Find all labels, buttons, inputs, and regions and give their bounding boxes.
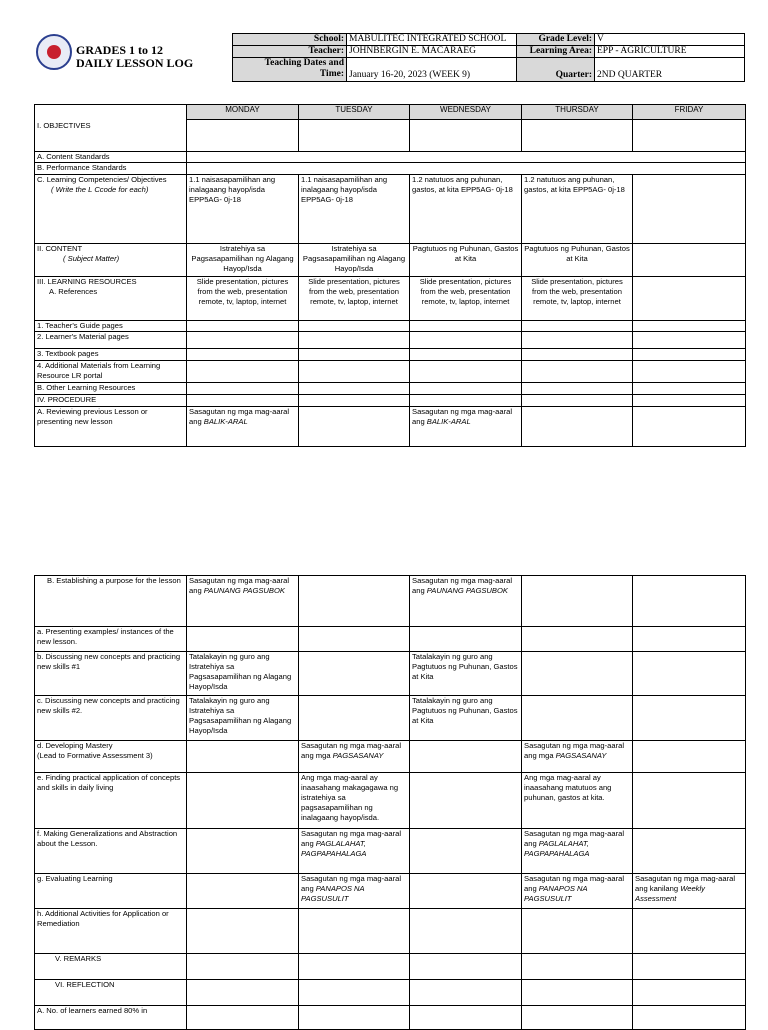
- other-resources-label: B. Other Learning Resources: [35, 383, 187, 395]
- procedure-label: IV. PROCEDURE: [35, 395, 187, 407]
- generalization-thursday-text: Sasagutan ng mga mag-aaral ang: [524, 829, 625, 848]
- examples-label: a. Presenting examples/ instances of the new lesson.: [35, 627, 187, 652]
- generalization-tuesday: [299, 829, 410, 874]
- evaluating-tuesday-emph: PANAPOS NA PAGSUSULIT: [301, 884, 365, 903]
- competency-wednesday: 1.2 natutuos ang puhunan, gastos, at kita EPP5AG- 0j-18: [410, 175, 522, 244]
- content-monday: Istratehiya sa Pagsasapamilihan ng Alagang Hayop/Isda: [187, 244, 299, 277]
- resources-thursday: Slide presentation, pictures from the web, presentation remote, tv, laptop, internet: [522, 277, 633, 321]
- generalization-tuesday-text: Sasagutan ng mga mag-aaral ang: [301, 829, 402, 848]
- content-tuesday: Istratehiya sa Pagsasapamilihan ng Alagang Hayop/Isda: [299, 244, 410, 277]
- practical-label: e. Finding practical application of concepts and skills in daily living: [35, 773, 187, 829]
- header-table: [232, 33, 745, 82]
- mastery-note: (Lead to Formative Assessment 3): [37, 751, 153, 760]
- discussing1-wednesday: Tatalakayin ng guro ang Pagtutuos ng Puhunan, Gastos at Kita: [410, 652, 522, 696]
- additional-materials-label: 4. Additional Materials from Learning Resource LR portal: [35, 361, 187, 383]
- dates-label: [233, 58, 347, 82]
- purpose-monday-emph: PAUNANG PAGSUBOK: [203, 586, 285, 595]
- competency-thursday: 1.2 natutuos ang puhunan, gastos, at kita EPP5AG- 0j-18: [522, 175, 633, 244]
- purpose-wednesday: [410, 576, 522, 627]
- purpose-wednesday-emph: PAUNANG PAGSUBOK: [426, 586, 508, 595]
- teachers-guide-label: 1. Teacher's Guide pages: [35, 321, 187, 332]
- day-monday: MONDAY: [187, 105, 299, 120]
- title-line2: DAILY LESSON LOG: [76, 56, 194, 70]
- references-text: A. References: [49, 287, 98, 296]
- resources-label: [35, 277, 187, 321]
- school-value: MABULITEC INTEGRATED SCHOOL: [347, 34, 517, 46]
- remarks-label: V. REMARKS: [35, 954, 187, 980]
- evaluating-thursday-text: Sasagutan ng mga mag-aaral ang: [524, 874, 625, 893]
- content-label: [35, 244, 187, 277]
- content-note: ( Subject Matter): [63, 254, 120, 263]
- teacher-label: Teacher:: [233, 46, 347, 58]
- competencies-label: [35, 175, 187, 244]
- purpose-wednesday-text: Sasagutan ng mga mag-aaral ang: [412, 576, 513, 595]
- content-standards-label: A. Content Standards: [35, 152, 187, 163]
- day-wednesday: WEDNESDAY: [410, 105, 522, 120]
- objectives-label: I. OBJECTIVES: [35, 105, 187, 152]
- reflection-label: VI. REFLECTION: [35, 980, 187, 1006]
- dates-label-line1: Teaching Dates and: [264, 58, 344, 68]
- dates-label-line2: Time:: [319, 69, 344, 79]
- mastery-tuesday: [299, 741, 410, 773]
- competency-tuesday: 1.1 naisasapamilihan ang inalagaang hayop/isda EPP5AG- 0j-18: [299, 175, 410, 244]
- lesson-log-table-page2: [34, 575, 746, 1030]
- discussing2-label: c. Discussing new concepts and practicing new skills #2.: [35, 696, 187, 741]
- learners-80-label: A. No. of learners earned 80% in: [35, 1006, 187, 1030]
- purpose-label: B. Establishing a purpose for the lesson: [35, 576, 187, 627]
- discussing2-wednesday: Tatalakayin ng guro ang Pagtutuos ng Puhunan, Gastos at Kita: [410, 696, 522, 741]
- purpose-monday-text: Sasagutan ng mga mag-aaral ang: [189, 576, 290, 595]
- discussing2-monday: Tatalakayin ng guro ang Istratehiya sa Pagsasapamilihan ng Alagang Hayop/Isda: [187, 696, 299, 741]
- discussing1-monday: Tatalakayin ng guro ang Istratehiya sa Pagsasapamilihan ng Alagang Hayop/Isda: [187, 652, 299, 696]
- evaluating-friday-text: Sasagutan ng mga mag-aaral ang kanilang: [635, 874, 736, 893]
- evaluating-friday: [633, 874, 746, 909]
- review-monday-text: Sasagutan ng mga mag-aaral ang: [189, 407, 290, 426]
- review-wednesday: [410, 407, 522, 447]
- content-text: II. CONTENT: [37, 244, 83, 253]
- practical-thursday: Ang mga mag-aaral ay inaasahang matutuos ang puhunan, gastos at kita.: [522, 773, 633, 829]
- content-wednesday: Pagtutuos ng Puhunan, Gastos at Kita: [410, 244, 522, 277]
- area-value: EPP - AGRICULTURE: [595, 46, 745, 58]
- teacher-value: JOHNBERGIN E. MACARAEG: [347, 46, 517, 58]
- content-thursday: Pagtutuos ng Puhunan, Gastos at Kita: [522, 244, 633, 277]
- quarter-value: 2ND QUARTER: [595, 58, 745, 82]
- practical-tuesday: Ang mga mag-aaral ay inaasahang makagagawa ng istratehiya sa pagsasapamilihan ng inalagaang hayop/isda.: [299, 773, 410, 829]
- generalization-thursday-emph: PAGLALAHAT, PAGPAPAHALAGA: [524, 839, 590, 858]
- grade-label: Grade Level:: [517, 34, 595, 46]
- evaluating-tuesday: [299, 874, 410, 909]
- generalization-tuesday-emph: PAGLALAHAT, PAGPAPAHALAGA: [301, 839, 367, 858]
- additional-activities-label: h. Additional Activities for Application or Remediation: [35, 909, 187, 954]
- dates-value: January 16-20, 2023 (WEEK 9): [347, 58, 517, 82]
- evaluating-friday-emph: Weekly Assessment: [635, 884, 705, 903]
- deped-logo: [36, 34, 72, 70]
- discussing1-label: b. Discussing new concepts and practicing new skills #1: [35, 652, 187, 696]
- generalization-thursday: [522, 829, 633, 874]
- resources-tuesday: Slide presentation, pictures from the web, presentation remote, tv, laptop, internet: [299, 277, 410, 321]
- mastery-thursday: [522, 741, 633, 773]
- school-label: School:: [233, 34, 347, 46]
- evaluating-label: g. Evaluating Learning: [35, 874, 187, 909]
- area-label: Learning Area:: [517, 46, 595, 58]
- performance-standards-label: B. Performance Standards: [35, 163, 187, 175]
- learners-material-label: 2. Learner's Material pages: [35, 332, 187, 349]
- resources-wednesday: Slide presentation, pictures from the web, presentation remote, tv, laptop, internet: [410, 277, 522, 321]
- mastery-thursday-emph: PAGSASANAY: [555, 751, 607, 760]
- mastery-tuesday-emph: PAGSASANAY: [332, 751, 384, 760]
- review-monday-emph: BALIK-ARAL: [203, 417, 248, 426]
- mastery-label: [35, 741, 187, 773]
- evaluating-thursday: [522, 874, 633, 909]
- competency-monday: 1.1 naisasapamilihan ang inalagaang hayop/isda EPP5AG- 0j-18: [187, 175, 299, 244]
- evaluating-tuesday-text: Sasagutan ng mga mag-aaral ang: [301, 874, 402, 893]
- day-friday: FRIDAY: [633, 105, 746, 120]
- mastery-thursday-text: Sasagutan ng mga mag-aaral ang mga: [524, 741, 625, 760]
- resources-monday: Slide presentation, pictures from the web, presentation remote, tv, laptop, internet: [187, 277, 299, 321]
- purpose-monday: [187, 576, 299, 627]
- quarter-label: Quarter:: [517, 58, 595, 82]
- title-line1: GRADES 1 to 12: [76, 43, 164, 57]
- grade-value: V: [595, 34, 745, 46]
- review-wednesday-text: Sasagutan ng mga mag-aaral ang: [412, 407, 513, 426]
- review-wednesday-emph: BALIK-ARAL: [426, 417, 471, 426]
- review-label: A. Reviewing previous Lesson or presenting new lesson: [35, 407, 187, 447]
- mastery-tuesday-text: Sasagutan ng mga mag-aaral ang mga: [301, 741, 402, 760]
- review-monday: [187, 407, 299, 447]
- mastery-text: d. Developing Mastery: [37, 741, 113, 750]
- resources-text: III. LEARNING RESOURCES: [37, 277, 137, 286]
- day-tuesday: TUESDAY: [299, 105, 410, 120]
- competencies-text: C. Learning Competencies/ Objectives: [37, 175, 167, 184]
- generalization-label: f. Making Generalizations and Abstraction about the Lesson.: [35, 829, 187, 874]
- competencies-note: ( Write the L Ccode for each): [51, 185, 149, 194]
- day-thursday: THURSDAY: [522, 105, 633, 120]
- textbook-label: 3. Textbook pages: [35, 349, 187, 361]
- lesson-log-table-page1: [34, 104, 746, 447]
- evaluating-thursday-emph: PANAPOS NA PAGSUSULIT: [524, 884, 588, 903]
